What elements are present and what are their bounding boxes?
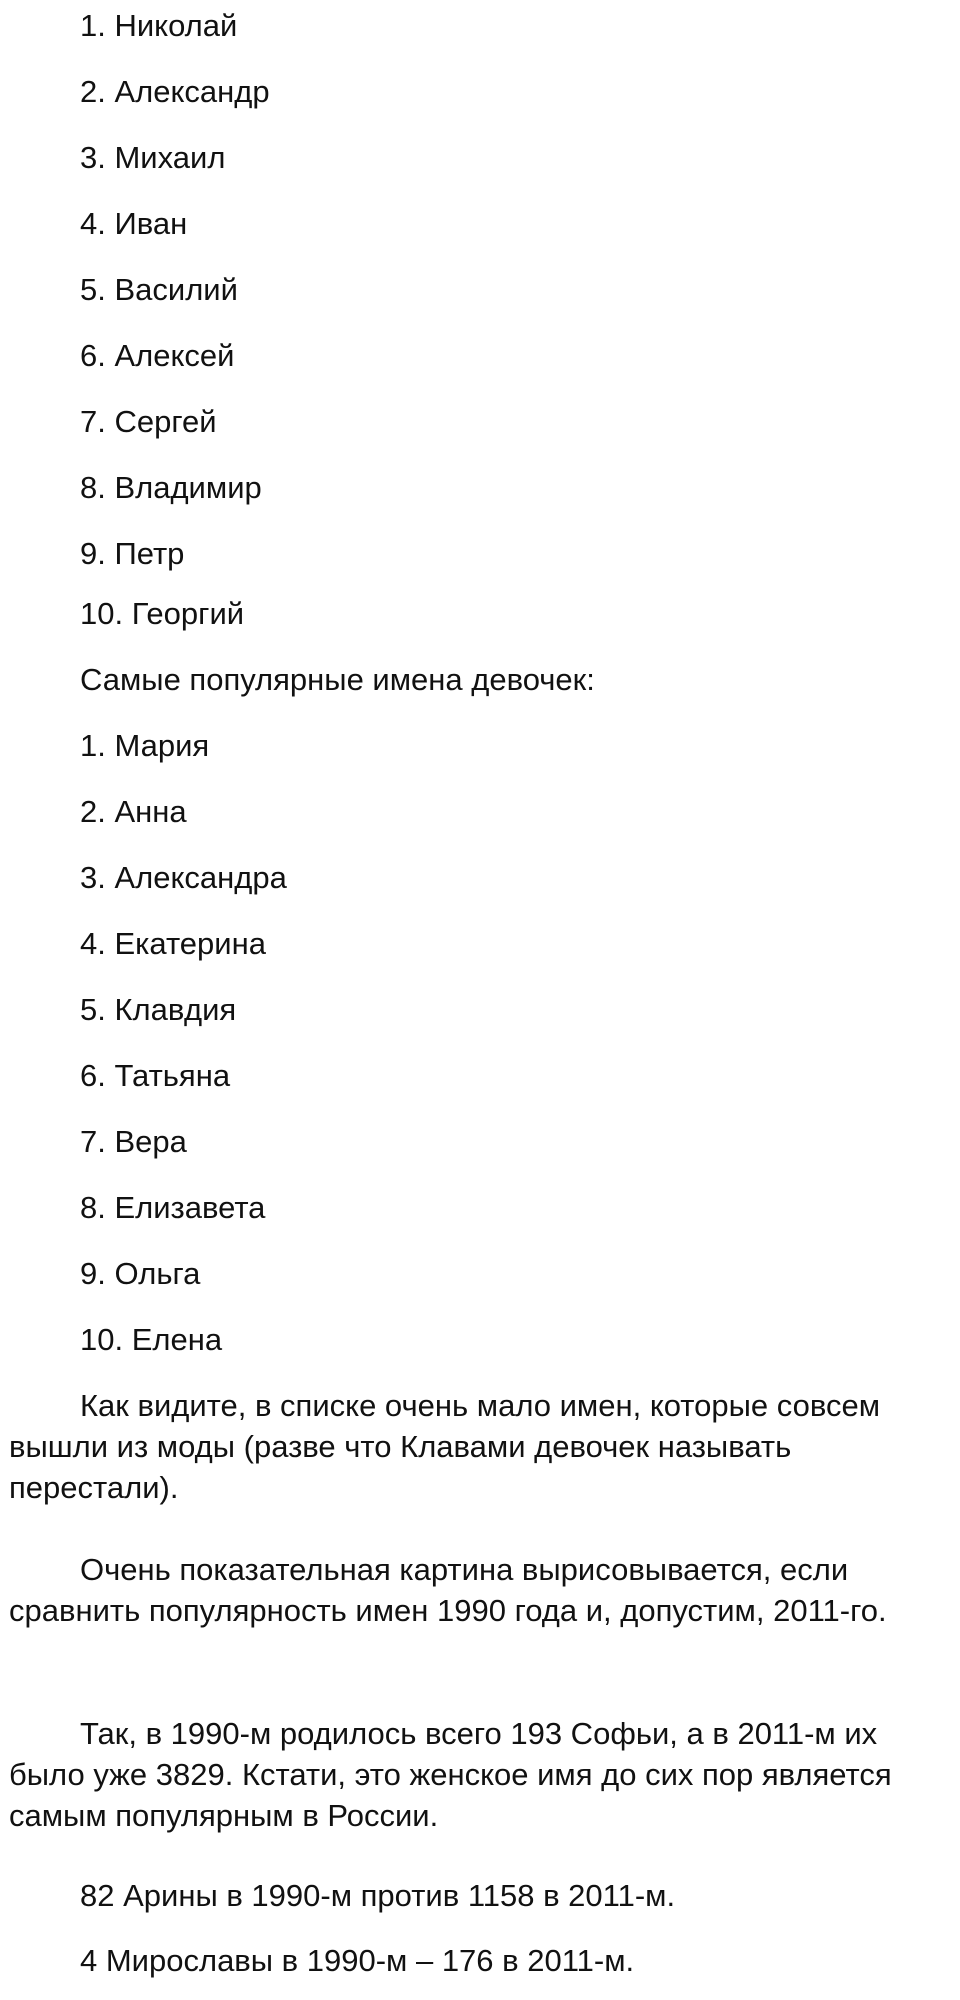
paragraph: Очень показательная картина вырисовывается, если сравнить популярность имен 1990 года и, допустим, 2011-го. [9,1552,887,1628]
paragraph: 82 Арины в 1990-м против 1158 в 2011-м. [80,1878,676,1913]
girls-list-item: 1. Мария [80,728,210,763]
boys-list-item: 6. Алексей [80,338,235,373]
paragraph: Так, в 1990-м родилось всего 193 Софьи, а в 2011-м их было уже 3829. Кстати, это женское имя до сих пор является самым популярным в России. [9,1716,892,1833]
girls-list-item: 9. Ольга [80,1256,201,1291]
girls-list-item: 6. Татьяна [80,1058,231,1093]
girls-list-item: 10. Елена [80,1322,223,1357]
boys-list-item: 10. Георгий [80,596,245,631]
boys-list-item: 2. Александр [80,74,270,109]
girls-list-item: 2. Анна [80,794,187,829]
paragraph: Как видите, в списке очень мало имен, которые совсем вышли из моды (разве что Клавами девочек называть перестали). [9,1388,881,1505]
girls-list-heading: Самые популярные имена девочек: [80,662,595,697]
girls-list-item: 8. Елизавета [80,1190,266,1225]
boys-list-item: 8. Владимир [80,470,262,505]
girls-list-item: 5. Клавдия [80,992,237,1027]
boys-list-item: 5. Василий [80,272,238,307]
boys-list-item: 3. Михаил [80,140,226,175]
girls-list-item: 4. Екатерина [80,926,266,961]
paragraph: 4 Мирославы в 1990-м – 176 в 2011-м. [80,1943,635,1978]
boys-list-item: 4. Иван [80,206,188,241]
boys-list-item: 7. Сергей [80,404,217,439]
girls-list-item: 7. Вера [80,1124,187,1159]
boys-list-item: 1. Николай [80,8,238,43]
girls-list-item: 3. Александра [80,860,287,895]
boys-list-item: 9. Петр [80,536,185,571]
